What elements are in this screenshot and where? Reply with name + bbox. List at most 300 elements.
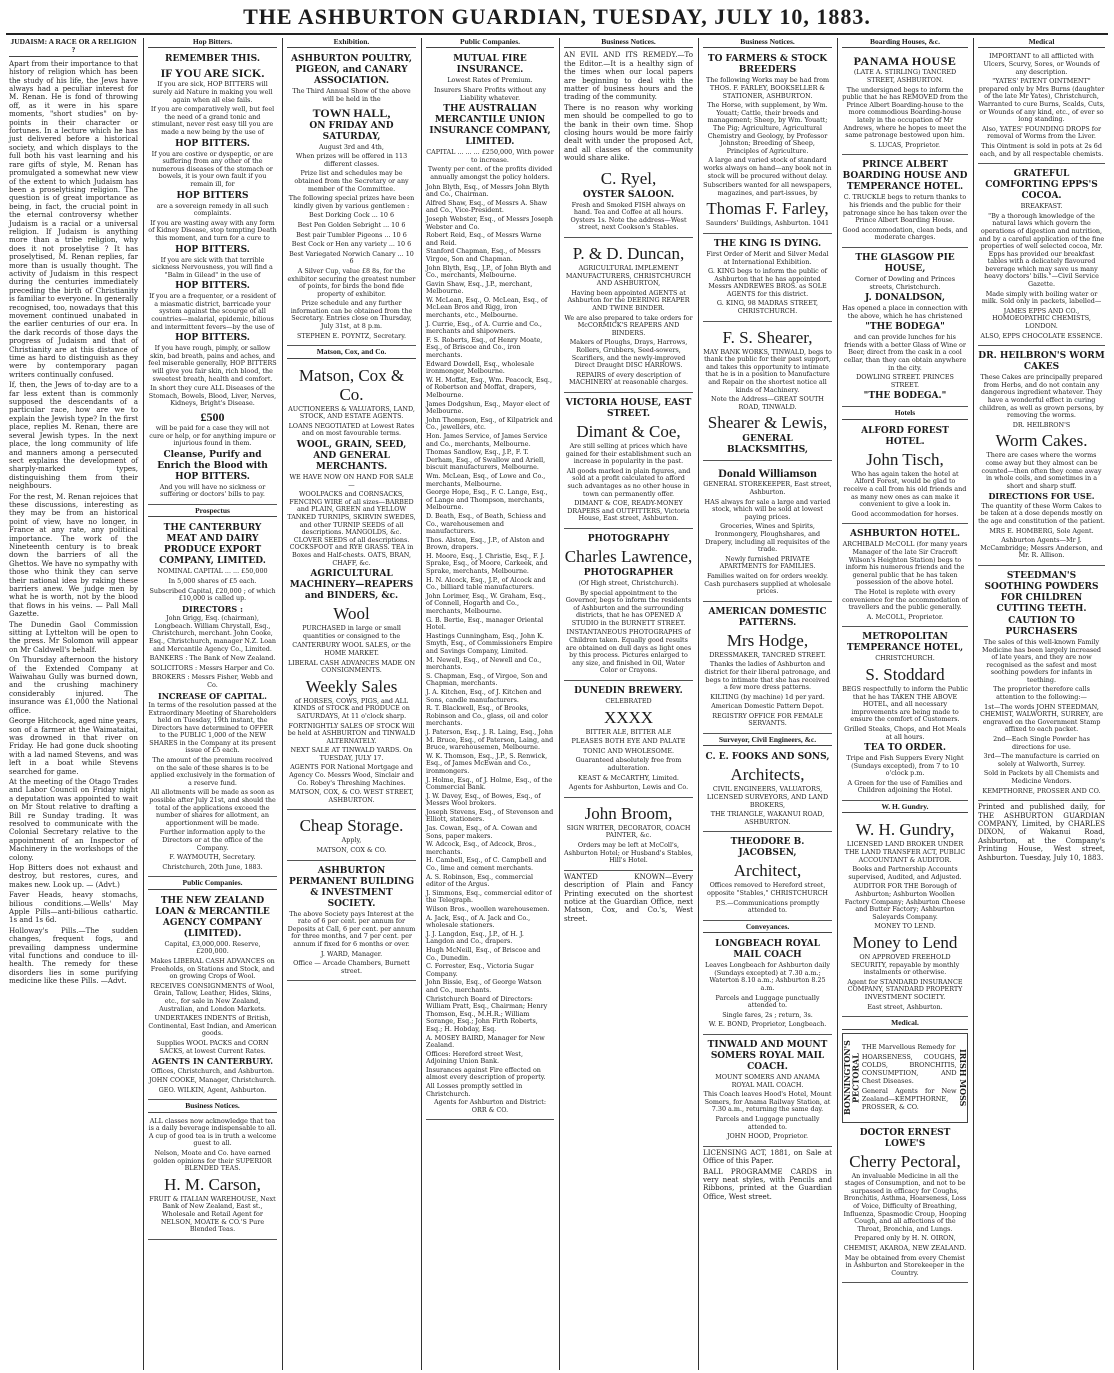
ad-line: THE TRIANGLE, WAKANUI ROAD, ASHBURTON. bbox=[710, 810, 825, 826]
news-item: George Hitchcock, aged nine years, son of a farmer at the Waimataitai, was drowned in that river on Friday. He had gone duck shooting with a lad named Stevens, and was left in a boat while Stevens searched for game. bbox=[9, 716, 138, 776]
ad-line: Lowest Rates of Premium. bbox=[447, 76, 533, 85]
wanted-known-notice: WANTED KNOWN—Every description of Plain and Fancy Printing executed on the shortest notice at the Guardian Office, next Matson, Cox, and Co.'s, West street. bbox=[564, 871, 693, 923]
ad-line: Subscribed Capital, £20,000 ; of which £10,000 is called up. bbox=[149, 586, 276, 603]
duncan-implement-ad bbox=[564, 240, 693, 393]
ad-line: Agents for Ashburton, Lewis and Co. bbox=[568, 783, 689, 792]
ad-line: A. McCOLL, Proprietor. bbox=[866, 612, 944, 621]
ad-title: TO FARMERS & STOCK BREEDERS bbox=[707, 54, 828, 76]
ad-line: This Ointment is sold in pots at 2s 6d each, and by all respectable chemists. bbox=[979, 141, 1104, 158]
poultry-show-ad bbox=[287, 51, 416, 346]
director-entry: John Bissie, Esq., of George Watson and Co., merchants. bbox=[426, 978, 542, 994]
director-entry: Offices: Hereford street West, Adjoining Union Bank. bbox=[426, 1049, 524, 1066]
ad-line: Parcels and Luggage punctually attended to. bbox=[715, 993, 820, 1010]
ad-line: BEGS respectfully to inform the Public that he has TAKEN THE ABOVE HOTEL, and all necessary improvements are being made to ensure the comfort of Customers. bbox=[842, 684, 968, 724]
page-columns bbox=[6, 38, 1108, 1370]
ad-emphasis: AGRICULTURAL MACHINERY—REAPERS and BINDERS, &c. bbox=[289, 569, 414, 602]
section-header: Prospectus bbox=[148, 507, 277, 517]
ad-line: GENERAL STOREKEEPER, East street, Ashburton. bbox=[703, 480, 832, 496]
section-header: Boarding Houses, &c. bbox=[842, 38, 968, 48]
ad-name: Wool bbox=[333, 604, 370, 624]
hop-bitters-ad bbox=[148, 51, 277, 505]
section-header: Hop Bitters. bbox=[148, 38, 277, 48]
ad-line: The following Works may be had from THOS. F. FARLEY, BOOKSELLER & STATIONER, ASHBURTON. bbox=[705, 76, 830, 100]
ad-name: S. Stoddard bbox=[865, 664, 945, 684]
ad-line: AUDITOR FOR THE Borough of Ashburton; Ashburton Woollen Factory Company; Ashburton Cheese and Butter Factory; Ashburton Saleyards Company. bbox=[844, 882, 966, 921]
ad-line: SIGN WRITER, DECORATOR, COACH PAINTER, &c. bbox=[566, 823, 691, 840]
ad-emphasis: Cleanse, Purify and Enrich the Blood with HOP BITTERS. bbox=[157, 449, 268, 482]
ad-line: F. WAYMOUTH, Secretary. bbox=[169, 853, 256, 862]
column-business-b bbox=[700, 38, 835, 1370]
ad-line: Families waited on for orders weekly. Cash purchasers supplied at wholesale prices. bbox=[704, 571, 831, 596]
ad-line: The Hotel is replete with every convenience for the accommodation of travellers and the public generally. bbox=[842, 587, 968, 612]
ad-line: First Order of Merit and Silver Medal at International Exhibition. bbox=[706, 249, 829, 266]
ad-line: DRESSMAKER, TANCRED STREET. bbox=[709, 650, 826, 659]
ad-line: UNDERTAKES INDENTS of British, Continental, East Indian, and American goods. bbox=[148, 1014, 277, 1038]
mount-somers-coach-ad bbox=[703, 1037, 832, 1147]
ad-line: A large and varied stock of standard works always on hand—any book not in stock will be procured without delay. bbox=[703, 156, 832, 180]
ad-line: Are still selling at prices which have gained for their establishment such an increase in popularity in the past. bbox=[565, 441, 692, 466]
ad-line: Apply, bbox=[341, 836, 362, 845]
ad-line: Corner of Dowling and Princes streets, Christchurch. bbox=[855, 274, 955, 291]
metropolitan-hotel-ad bbox=[842, 629, 968, 801]
ad-body bbox=[862, 1034, 957, 1122]
mutual-fire-ad bbox=[426, 51, 554, 1120]
column-medical bbox=[975, 38, 1108, 1370]
ad-title: VICTORIA HOUSE, EAST STREET. bbox=[565, 397, 692, 419]
director-entry: Edward Dowdell, Esq., wholesale ironmonger, Melbourne. bbox=[426, 359, 534, 376]
ad-line: Subscribers wanted for all newspapers, magazines, and part-issues, by bbox=[703, 181, 832, 197]
director-entry: George Hope, Esq., F. C. Lange, Esq., of Lange and Thompson, merchants, Melbourne. bbox=[426, 488, 548, 512]
nz-loan-ad bbox=[148, 893, 277, 1101]
director-entry: H. Cambell, Esq., of C. Campbell and Co., lime and cement merchants. bbox=[426, 856, 547, 873]
ad-line: If you are sick with that terrible sickness Nervousness, you will find a "Balm in Gilead" in the use of bbox=[152, 255, 273, 279]
ad-line: If you are wasting away with any form of Kidney Disease, stop tempting Death this moment, and turn for a cure to bbox=[148, 218, 277, 242]
director-entry: Robert Reid, Esq., of Messrs Warne and Reid. bbox=[426, 231, 542, 247]
section-header: Conveyances. bbox=[703, 923, 832, 933]
ad-line: This Coach leaves Hood's Hotel, Mount Somers, for Anama Railway Station, at 7.30 a.m., returning the same day. bbox=[703, 1090, 832, 1114]
ad-line: The sales of this well-known Family Medicine has been largely increased of late years, and they are now recognised as the safest and most soothing powders for infants in teething. bbox=[981, 637, 1102, 684]
news-item: At the meeting of the Otago Trades and Labor Council on Friday night a deputation was appointed to wait on Mr Stout relative to drafting a Bill re Sunday trading. It was resolved to communicate with the Colonial Secretary relative to the appointment of an Inspector of Machinery in the workshops of the colony. bbox=[9, 776, 138, 862]
ad-line: The Horse, with supplement, by Wm. Youatt; Cattle, their breeds and management; Sheep, by Wm. Youatt; The Pig; Agriculture, Agricultural Chemistry and Geology, by Professor Johnston; Breeding of Sheep, Principles of Agriculture. bbox=[707, 101, 828, 155]
section-header: Matson, Cox, and Co. bbox=[287, 348, 416, 358]
column-rule bbox=[559, 38, 560, 1370]
ad-line: P.S.—Communications promptly attended to. bbox=[715, 898, 820, 915]
ad-name: John Broom, bbox=[584, 803, 673, 823]
building-society-ad bbox=[287, 863, 416, 982]
brewery-ad bbox=[564, 683, 693, 798]
victoria-house-ad bbox=[564, 395, 693, 529]
director-entry: A. Jack, Esq., of A. Jack and Co., wholesale stationers. bbox=[426, 913, 531, 930]
ad-line: MRS E. HOMBERG, Sole Agent. bbox=[989, 526, 1094, 535]
ad-line: CAPITAL ... ... ... £250,000, With power to increase. bbox=[426, 148, 554, 164]
ad-line: John Grigg, Esq. (chairman), Longbeach. William Chrystall, Esq., Christchurch, merchant. John Cooke, Esq., Christchurch, manager N.Z. Loan and Mercantile Agency Co., Limited. bbox=[148, 614, 277, 653]
column-rule bbox=[421, 38, 422, 1370]
ad-line: American Domestic Pattern Depot. bbox=[711, 702, 824, 711]
article-paragraph: If, then, the Jews of to-day are to a far less extent than is commonly supposed the descendants of a particular race, how are we to explain the Jewish type? In the first place, replies M. Renan, there are several Jewish types. In the next place, the long community of life and manners among a persecuted sect explains the development of sharply-marked types, distinguishing them from their neighbours. bbox=[9, 380, 138, 491]
ad-name: Donald Williamson bbox=[718, 466, 817, 481]
ad-line: CELEBRATED bbox=[605, 697, 652, 706]
ad-line: Newly furnished PRIVATE APARTMENTS for FAMILIES. bbox=[719, 554, 816, 571]
king-ad bbox=[703, 236, 832, 322]
director-entry: John Thompson, Esq., of Kilpatrick and Co., jewellers, etc. bbox=[426, 415, 553, 432]
ad-title: REMEMBER THIS. bbox=[165, 54, 260, 65]
ad-line: East street, Ashburton. bbox=[867, 1002, 943, 1011]
ad-line: AUCTIONEERS & VALUATORS, LAND, STOCK, AND ESTATE AGENTS. bbox=[288, 404, 415, 421]
ad-line: Insurers Share Profits without any Liability whatever. bbox=[433, 86, 547, 102]
ad-line: 3rd—The manufacture is carried on solely at Walworth, Surrey. bbox=[983, 752, 1100, 768]
ad-line: WE HAVE NOW ON HAND FOR SALE— bbox=[289, 473, 414, 489]
ad-line: HOARSENESS, COUGHS, COLDS, BRONCHITIS, CONSUMPTION, AND Chest Diseases. bbox=[861, 1052, 957, 1085]
ad-line: Further information apply to the Directors or at the office of the Company. bbox=[159, 828, 266, 852]
ad-line: JOHN HOOD, Proprietor. bbox=[727, 1132, 808, 1141]
ad-emphasis: GENERAL BLACKSMITHS, bbox=[726, 434, 809, 456]
alford-forest-hotel-ad bbox=[842, 423, 968, 525]
ad-line: will be paid for a case they will not cure or help, or for anything impure or injurious found in them. bbox=[149, 424, 276, 448]
ad-line: Agents for Ashburton and District: ORR & CO. bbox=[433, 1098, 547, 1114]
jacobsen-ad bbox=[703, 834, 832, 920]
ad-line: WOOLPACKS and CORNSACKS, FENCING WIRE of all sizes—BARBED and PLAIN, GREEN and YELLOW TANKED TURNIPS, SKIRVIN SWEDES, and other TURNIP SEEDS of all descriptions. MANGOLDS, &c. CLOVER SEEDS of all descriptions. COCKSFOOT and RYE GRASS. TEA in Boxes and Half-chests. OATS, BRAN, CHAFF, &c. bbox=[287, 490, 416, 567]
column-rule bbox=[698, 38, 699, 1370]
ad-line: An invaluable Medicine in all the stages of Consumption, and not to be surpassed in efficacy for Coughs, Bronchitis, Asthma, Hoarseness, Loss of Voice, Difficulty of Breathing, Influenza, Spasmodic Croup, Hooping Cough, and all affections of the Throat, Bronchia, and Lungs. bbox=[843, 1171, 967, 1233]
ad-line: In terms of the resolution passed at the Extraordinary Meeting of Shareholders held on Tuesday, 19th instant, the Directors have determined to OFFER to the PUBLIC 1,000 of the NEW SHARES in the Company at its present issue of £5 each. bbox=[148, 700, 277, 755]
ad-name: Charles Lawrence, bbox=[564, 546, 693, 566]
section-header: Business Notices. bbox=[703, 38, 832, 48]
ad-line: A Silver Cup, value £8 8s, for the exhibitor securing the greatest number of points, for birds the bond fide property of exhibitor. bbox=[287, 266, 416, 298]
ad-line: BROKERS : Messrs Fisher, Webb and Co. bbox=[152, 673, 273, 689]
ball-cards-notice: BALL PROGRAMME CARDS in very neat styles, with Pencils and Ribbons, printed at the Guardian Office, West street. bbox=[703, 1166, 832, 1201]
licensing-notice: LICENSING ACT, 1881, on Sale at Office of this Paper. bbox=[703, 1147, 832, 1166]
director-entry: James Dodgshun, Esq., Mayor elect of Melbourne. bbox=[426, 399, 550, 416]
ad-line: Capital, £3,000,000. Reserve, £200,000. bbox=[164, 939, 261, 956]
ad-name: John Tisch, bbox=[866, 449, 944, 469]
ad-line: LOANS NEGOTIATED at Lowest Rates and on most favourable terms. bbox=[288, 421, 415, 438]
ad-line: ON APPROVED FREEHOLD SECURITY, repayable by monthly instalments or otherwise. bbox=[850, 953, 960, 977]
masthead: THE ASHBURTON GUARDIAN, TUESDAY, JULY 10, 1883. bbox=[243, 4, 871, 29]
ad-line: PLEASES BOTH EYE AND PALATE bbox=[571, 737, 686, 746]
steedman-powders-ad bbox=[978, 568, 1105, 801]
ad-line: When prizes will be offered in 113 different classes. bbox=[295, 152, 408, 168]
longbeach-coach-ad bbox=[703, 936, 832, 1035]
ad-line: THE Marvellous Remedy for bbox=[861, 1042, 956, 1051]
ad-line: A Green for the use of Families and Children adjoining the Hotel. bbox=[847, 778, 963, 795]
director-entry: W. McLean, Esq., O. McLean, Esq., of McLean Bros and Rigg, iron merchants, etc., Melbourne. bbox=[426, 295, 548, 320]
ad-title: THE CANTERBURY MEAT AND DAIRY PRODUCE EXPORT COMPANY, LIMITED. bbox=[159, 523, 266, 567]
ad-line: All goods marked in plain figures, and sold at a profit calculated to afford such advantages as no other house in town can permanently offer. bbox=[566, 466, 691, 498]
director-entry: Hugh McNeill, Esq., of Briscoe and Co., Dunedin. bbox=[426, 945, 541, 962]
ad-line: LIBERAL CASH ADVANCES MADE ON CONSIGNMENTS. bbox=[287, 658, 416, 675]
section-header: Medical bbox=[978, 38, 1105, 48]
director-entry: Wm. McLean, Esq., of Lowe and Co., merchants, Melbourne. bbox=[426, 471, 546, 488]
ad-line: In short they cure ALL Diseases of the Stomach, Bowels, Blood, Liver, Nerves, Kidneys, Bright's Disease. bbox=[148, 384, 277, 408]
ad-emphasis: CAUTION TO PURCHASERS bbox=[1005, 615, 1078, 637]
prize-line: Best Pen Golden Sebright ... 10 6 bbox=[297, 220, 406, 229]
ad-title: ALFORD FOREST HOTEL. bbox=[861, 425, 949, 447]
ad-emphasis: HOP BITTERS. bbox=[175, 138, 250, 149]
director-entry: J. Simmons, Esq., commercial editor of the Telegraph. bbox=[426, 888, 552, 905]
column-judaism bbox=[6, 38, 141, 1370]
ad-line: CHEMIST, AKAROA, NEW ZEALAND. bbox=[843, 1243, 967, 1252]
ad-subtitle: IF YOU ARE SICK. bbox=[160, 66, 265, 81]
ad-line: The Third Annual Show of the above will be held in the bbox=[292, 87, 411, 103]
ad-emphasis: ON FRIDAY AND SATURDAY, bbox=[309, 120, 394, 142]
director-entry: Insurances against Fire effected on almost every description of property. bbox=[426, 1065, 546, 1082]
ad-line: The proprietor therefore calls attention to the following:— bbox=[993, 685, 1090, 702]
ad-line: The amount of the premium received on the sale of these shares is to be applied exclusively in the formation of a reserve fund. bbox=[150, 756, 275, 787]
letter-paragraph: AN EVIL AND ITS REMEDY.—To the Editor.—It is a healthy sign of the times when our local papers are beginning to deal with the matter of business hours and the trading of the community. bbox=[564, 50, 693, 102]
ad-title: THE KING IS DYING. bbox=[713, 238, 822, 249]
ad-line: May be obtained from every Chemist in Ashburton and Storekeeper in the Country. bbox=[844, 1253, 966, 1277]
glasgow-pie-house-ad bbox=[842, 250, 968, 408]
ad-line: of HORSES, COWS, PIGS, and ALL KINDS of STOCK and PRODUCE on SATURDAYS, At 11 o'clock sharp. bbox=[293, 696, 410, 720]
ad-title: TINWALD AND MOUNT SOMERS ROYAL MAIL COACH. bbox=[707, 1039, 828, 1072]
section-header: Hotels bbox=[842, 409, 968, 419]
cherry-pectoral-ad bbox=[842, 1125, 968, 1284]
ad-name: Matson, Cox & Co. bbox=[298, 365, 405, 404]
cheap-storage-ad bbox=[287, 812, 416, 860]
ad-line: Good accommodation for horses. bbox=[851, 509, 959, 518]
ad-line: DOWLING STREET. PRINCES STREET. bbox=[856, 373, 954, 389]
prize-line: Best Cock or Hen any variety ... 10 6 bbox=[291, 240, 412, 249]
ad-line: Ashburton Agents—Mr J. McCambridge; Messrs Anderson, and Mr. R. Allison. bbox=[980, 536, 1103, 560]
column-insurance bbox=[423, 38, 557, 1370]
printer-imprint: Printed and published daily, for THE ASHBURTON GUARDIAN COMPANY, Limited, by CHARLES DIXON, of Wakanui Road, Ashburton, at the Company's Printing House, West street, Ashburton. Tuesday, July 10, 1883. bbox=[978, 802, 1105, 862]
shearer-ad bbox=[703, 324, 832, 462]
director-entry: D. Beath, Esq., of Beath, Schiess and Co., warehousemen and manufacturers. bbox=[426, 511, 546, 536]
ad-line: Groceries, Wines and Spirits, Ironmongery, Ploughshares, and Drapery, including all requisites of the trade. bbox=[705, 522, 830, 554]
column-hop-bitters bbox=[145, 38, 280, 1370]
director-entry: Wilson Bros., woollen warehousemen. bbox=[426, 905, 550, 913]
director-entry: Hastings Cunningham, Esq., John K. Smyth, Esq., of Commissioners Empire and Savings Company, Limited. bbox=[426, 631, 553, 655]
ad-name: Thomas F. Farley, bbox=[706, 199, 829, 219]
ad-heading: DIRECTORS : bbox=[182, 603, 243, 614]
ad-line: ALSO, EPPS CHOCOLATE ESSENCE. bbox=[980, 331, 1103, 340]
ad-heading: INCREASE OF CAPITAL. bbox=[158, 690, 267, 701]
director-entry: W. Adcock, Esq., of Adcock, Bros., merchants. bbox=[426, 840, 537, 856]
panama-house-ad bbox=[842, 51, 968, 155]
ad-line: "YATES' PATENT OINTMENT" prepared only by Mrs Burns (daughter of the late Mr Yates), Christchurch, Warranted to cure Burns, Scalds, Cuts, or Wounds of any kind, etc., of ever so long standing. bbox=[978, 77, 1105, 124]
ad-title: C. E. FOOKS AND SONS, bbox=[705, 752, 830, 763]
section-header: W. H. Gundry. bbox=[842, 803, 968, 813]
ad-line: Leaves Longbeach for Ashburton daily (Sundays excepted) at 7.30 a.m.; Waterton 8.10 a.m.; Ashburton 8.25 a.m. bbox=[705, 961, 830, 992]
director-entry: All Losses promptly settled in Christchurch. bbox=[426, 1082, 523, 1098]
ad-line: KILTING (by machine) 1d per yard. bbox=[710, 692, 825, 701]
ad-line: BREAKFAST. bbox=[1020, 202, 1063, 211]
director-entry: J. J. Langdon, Esq., J.P., of H. J. Langdon and Co., drapers. bbox=[426, 929, 524, 946]
ad-name: W. H. Gundry, bbox=[855, 820, 955, 840]
ad-title: AMERICAN DOMESTIC PATTERNS. bbox=[708, 606, 827, 628]
ad-vertical-text: BONNINGTON'S PECTORAL bbox=[842, 1040, 861, 1115]
director-entry: Christchurch Board of Directors: William Pratt, Esq., Chairman; Henry Thomson, Esq., M.H.R.; William Sorange, Esq.; John Firth Roberts, Esq.; H. Hobday, Esq. bbox=[426, 994, 548, 1033]
ad-line: Prize schedule and any further information can be obtained from the Secretary. Entries close on Thursday, July 31st, at 8 p.m. bbox=[290, 299, 413, 331]
ad-line: The quantity of these Worm Cakes to be taken at a dose depends mostly on the age and constitution of the patient. bbox=[978, 501, 1105, 525]
director-entry: Joseph Webster, Esq., of Messrs Joseph Webster and Co. bbox=[426, 214, 553, 231]
section-header: Business Notices. bbox=[564, 38, 693, 48]
ad-name: Money to Lend bbox=[852, 933, 958, 952]
ad-line: "By a thorough knowledge of the natural laws which govern the operations of digestion and nutrition, and by a careful application of the fine properties of well selected cocoa, Mr. Epps has provided our breakfast tables with a delicately flavoured beverage which may save us many heavy doctors' bills."—Civil Service Gazette. bbox=[978, 211, 1105, 289]
ad-line: If you are a frequenter, or a resident of a miasmatic district, barricade your system against the scourge of all countries—malarial, epidemic, bilious and intermittent fevers—by the use of bbox=[149, 292, 276, 331]
ad-line: Makers of Ploughs, Drays, Harrows, Rollers, Grubbers, Seed-sowers, Scarifiers, and the newly-improved Direct Draught DISC HARROWS. bbox=[569, 338, 688, 370]
ad-line: Grilled Steaks, Chops, and Hot Meals at all hours. bbox=[844, 724, 966, 741]
section-header: Surveyor, Civil Engineers, &c. bbox=[703, 736, 832, 746]
ad-name: P. & D. Duncan, bbox=[572, 244, 685, 264]
ad-line: SOLICITORS : Messrs Harper and Co. bbox=[150, 663, 275, 672]
ad-line: Thanks the ladies of Ashburton and district for their liberal patronage, and begs to intimate that she has received a few more dress patterns. bbox=[704, 660, 831, 692]
irish-moss-ad bbox=[842, 1033, 968, 1123]
director-entry: W. K. Thomson, Esq., J.P., S. Renwick, Esq., of James McEwan and Co., ironmongers. bbox=[426, 751, 548, 775]
ad-title: THEODORE B. JACOBSEN, bbox=[730, 837, 805, 859]
ad-emphasis: TOWN HALL, bbox=[312, 105, 391, 120]
ad-line: FORTNIGHTLY SALES OF STOCK Will be held at ASHBURTON and TINWALD ALTERNATELY. bbox=[287, 721, 416, 745]
ad-line: Sold in Packets by all Chemists and Medicine Vendors. bbox=[983, 769, 1100, 785]
ad-line: Single fares, 2s ; return, 3s. bbox=[722, 1010, 813, 1019]
ad-line: These Cakes are principally prepared from Herbs, and do not contain any dangerous ingredient whatever. They have a wonderful effect in curing children, as well as grown persons, by removing the worms. bbox=[979, 373, 1104, 420]
ad-line: Nelson, Moate and Co. have earned golden opinions for their SUPERIOR BLENDED TEAS. bbox=[153, 1149, 272, 1173]
masthead-rule bbox=[6, 33, 1108, 35]
ad-line: CANTERBURY WOOL SALES, or the HOME MARKET. bbox=[292, 641, 411, 657]
epps-cocoa-ad bbox=[978, 166, 1105, 346]
ad-title: THE GLASGOW PIE HOUSE, bbox=[855, 252, 955, 274]
director-entry: Thos. Alston, Esq., J.P., of Alston and Brown, drapers. bbox=[426, 535, 545, 552]
ad-line: (Of High street, Christchurch). bbox=[578, 578, 679, 587]
ad-line: STEPHEN E. POYNTZ, Secretary. bbox=[297, 331, 406, 340]
gundry-ad bbox=[842, 816, 968, 1017]
ad-line: By special appointment to the Governor, begs to inform the residents of Ashburton and the surrounding districts, that he has OPENED A STUDIO in the BURNETT STREET. bbox=[565, 588, 692, 627]
ad-line: Agent for STANDARD INSURANCE COMPANY, STANDARD PROPERTY INVESTMENT SOCIETY. bbox=[847, 977, 963, 1001]
column-exhibition bbox=[284, 38, 419, 1370]
ad-line: (LATE A. STIRLING) TANCRED STREET, ASHBURTON. bbox=[853, 68, 957, 84]
prize-line: Best Dorking Cock ... 10 6 bbox=[308, 211, 395, 220]
ad-line: If you are costive or dyspeptic, or are suffering from any other of the numerous diseases of the stomach or bowels, it is your own fault if you remain ill, for bbox=[151, 149, 274, 188]
ad-line: Made simply with boiling water or milk. Sold only in packets, labelled— bbox=[981, 289, 1102, 306]
ad-line: KEAST & McCARTHY, Limited. bbox=[578, 773, 679, 782]
ad-emphasis: J. DONALDSON, bbox=[865, 293, 945, 304]
director-entry: S. Chapman, Esq., of Virgoe, Son and Chapman, merchants. bbox=[426, 671, 548, 688]
ad-name: Architects, bbox=[730, 765, 805, 785]
ad-title: PHOTOGRAPHY bbox=[587, 533, 670, 544]
ad-line: General Agents for New Zealand—KEMPTHORNE, PROSSER, & CO. bbox=[861, 1086, 957, 1111]
director-entry: Thomas Sandlow, Esq., J.P., F. T. Derham, Esq., of Swallow and Ariell, biscuit manufacturers, Melbourne. bbox=[426, 448, 546, 472]
ad-line: And you will have no sickness or suffering or doctors' bills to pay. bbox=[159, 482, 266, 499]
ad-line: DIMANT & COE, READY-MONEY DRAPERS and OUTFITTERS, Victoria House, East street, Ashburton. bbox=[567, 499, 690, 523]
director-entry: Jas. Cowan, Esq., of A. Cowan and Sons, paper makers. bbox=[426, 824, 538, 840]
ad-line: If you have rough, pimply, or sallow skin, bad breath, pains and aches, and feel miserable generally, HOP BITTERS will give you fair skin, rich blood, the sweetest breath, health and comfort. bbox=[148, 344, 277, 383]
ad-line: MAY BANK WORKS, TINWALD, begs to thank the public for their past support, and takes this opportunity to intimate that he is in a position to Manufacture and Repair on the shortest notice all kinds of Machinery. bbox=[703, 347, 832, 394]
director-entry: J. W. Davey, Esq., of Bowes, Esq., of Messrs Wool brokers. bbox=[426, 791, 541, 808]
hodge-ad bbox=[703, 604, 832, 734]
ad-emphasis: HOP BITTERS. bbox=[175, 281, 250, 292]
news-item: Hop Bitters does not exhaust and destroy, but restores, cures, and makes new. Look up. — (Advt.) bbox=[9, 863, 138, 889]
column-rule bbox=[837, 38, 838, 1370]
ad-emphasis: HOP BITTERS. bbox=[175, 333, 250, 344]
ad-line: Christchurch, 20th June, 1883. bbox=[162, 862, 263, 871]
director-entry: F. S. Roberts, Esq., of Henry Moate, Esq., of Briscoe and Co., iron merchants. bbox=[426, 335, 543, 360]
ad-line: The following special prizes have been kindly given by various gentlemen : bbox=[288, 194, 415, 210]
director-entry: Alfred Shaw, Esq., of Messrs A. Shaw and Co., Vice-President. bbox=[426, 198, 548, 215]
ad-line: Books and Partnership Accounts supervised, Audited, and Adjusted. bbox=[848, 865, 962, 881]
ad-emphasis: OYSTER SALOON. bbox=[582, 189, 675, 200]
director-entry: Stanford Chapman, Esq., of Messrs Virgoe, Son and Chapman. bbox=[426, 247, 541, 263]
yates-ointment-ad bbox=[978, 51, 1105, 164]
ad-title: ASHBURTON POULTRY, PIGEON, and CANARY ASSOCIATION. bbox=[290, 54, 412, 87]
ad-reward: £500 bbox=[200, 410, 225, 424]
director-entry: John Blyth, Esq., of Messrs John Blyth and Co., Chairman. bbox=[426, 182, 550, 199]
section-header: Public Companies. bbox=[426, 38, 554, 48]
ad-name: Mrs Hodge, bbox=[726, 630, 809, 650]
director-entry: A. MOSEY BAIRD, Manager for New Zealand. bbox=[426, 1033, 545, 1050]
letter-paragraph: There is no reason why working men should be compelled to go to the bank in their own time. Shop closing hours would be more fairly dealt with under the proposed Act, and all classes of the community would share alike. bbox=[564, 102, 693, 163]
ad-line: Orders may be left at McColl's, Ashburton Hotel; or Husband's Stables, Hill's Hotel. bbox=[564, 840, 693, 865]
ad-vertical-text: IRISH MOSS bbox=[958, 1048, 968, 1107]
column-boarding bbox=[839, 38, 971, 1370]
ad-title: STEEDMAN'S SOOTHING POWDERS FOR CHILDREN CUTTING TEETH. bbox=[984, 570, 1099, 614]
ad-name: H. M. Carson, bbox=[164, 1174, 261, 1194]
ad-line: Prepared only by H. N. OIRON, bbox=[854, 1234, 956, 1243]
ad-line: W. E. BOND, Proprietor, Longbeach. bbox=[708, 1020, 827, 1029]
director-entry: A. S. Robinson, Esq., commercial editor of the Argus. bbox=[426, 872, 534, 889]
ad-emphasis: HOP BITTERS. bbox=[175, 244, 250, 255]
ad-title: DR. HEILBRON'S WORM CAKES bbox=[978, 351, 1105, 373]
ad-line: Office — Arcade Chambers, Burnett street. bbox=[293, 959, 410, 975]
ad-line: MONEY TO LEND. bbox=[874, 922, 936, 931]
ad-line: If you are sick, HOP BITTERS will surely aid Nature in making you well again when all else fails. bbox=[152, 80, 273, 104]
section-header: Business Notices. bbox=[148, 1102, 277, 1112]
director-entry: J. Currie, Esq., of A. Currie and Co., merchants and shipowners. bbox=[426, 319, 542, 336]
ad-name: XXXX bbox=[603, 707, 654, 727]
ad-line: The above Society pays Interest at the rate of 6 per cent. per annum for Deposits at Call, 6 per cent. per annum for three months, and 7 per cent. per annum if fixed for 6 months or over. bbox=[287, 909, 416, 948]
ad-heading: DIRECTIONS FOR USE. bbox=[988, 491, 1095, 502]
director-entry: Hon. James Service, of James Service and Co., merchants, Melbourne. bbox=[426, 431, 548, 448]
ad-line: Makes LIBERAL CASH ADVANCES on Freeholds, on Stations and Stock, and on growing Crops of Wool. bbox=[150, 956, 275, 981]
ad-line: IMPORTANT to all afflicted with Ulcers, Scurvy, Sores, or Wounds of any description. bbox=[983, 52, 1100, 76]
ad-title: LONGBEACH ROYAL MAIL COACH bbox=[715, 939, 820, 961]
director-entry: J. Holme, Esq., of J. Holme, Esq., of the Commercial Bank. bbox=[426, 775, 553, 792]
ad-name: C. Ryel, bbox=[600, 168, 657, 188]
ad-line: JAMES EPPS AND CO., HOMOEOPATHIC CHEMISTS, LONDON. bbox=[992, 306, 1091, 331]
ad-title: DUNEDIN BREWERY. bbox=[574, 686, 683, 697]
ad-line: NOMINAL CAPITAL ... ... £50,000 bbox=[157, 567, 268, 576]
prize-line: Best Variegated Norwich Canary ... 10 6 bbox=[289, 249, 414, 266]
ad-emphasis: "THE BODEGA" bbox=[865, 322, 945, 333]
ad-name: Cherry Pectoral, bbox=[849, 1151, 961, 1171]
ad-line: Fresh and Smoked FISH always on hand. Tea and Coffee at all hours. Oysters 1s. Note the address—West street, next Cookson's Stables. bbox=[570, 200, 687, 232]
director-entry: Joseph Stevens, Esq., of Stevenson and Elliott, stationers. bbox=[426, 807, 554, 824]
ad-line: INSTANTANEOUS PHOTOGRAPHS of Children taken. Equally good results are obtained on dull days as light ones by this process. Pictures enlarged to any size, and finished in Oil, Water Color or Crayons. bbox=[565, 628, 692, 675]
article-paragraph: Apart from their importance to that history of religion which has been the study of his life, the Jews have always had a peculiar interest for M. Renan. He is fond of throwing off, as it were in his spare moments, "short studies" on by-points in their character or fortunes. In a lecture which he has just delivered before a historical society, and which displays to the full both his vast learning and his rare gifts of style, M. Renan has promulgated a somewhat new view of the extent to which Judaism has been a proselytising religion. The question is of great importance as being, in fact, the crucial point in the eternal controversy whether Judaism is a racial or a universal religion. If Judaism is anything more than a tribe religion, why does it not proselytise ? It has proselytised, M. Renan replies, far more than is usually thought. The activity of Judaism in this respect during the centuries immediately preceding the birth of Christianity is familiar to everyone. In generally recognised, too, nowadays that this movement continued unabated in the earlier centuries of our era. In the dark records of those days the progress of Judaism and that of Christianity are at this distance of time as hard to distinguish as they were by contemporary pagan writers continually confused. bbox=[9, 58, 138, 379]
ad-line: G. KING, 98 MADRAS STREET, CHRISTCHURCH. bbox=[716, 299, 819, 316]
article-paragraph: For the rest, M. Renan rejoices that these discussions, interesting as they may be from an historical point of view, have no longer, in France at any rate, any political importance. The work of the Nineteenth century is to break down the barriers of all the Ghettos. We have no sympathy with those who think they can serve their national idea by raking these barriers anew. We judge men by what he is worth, not by the blood that flows in his veins. — Pall Mall Gazette. bbox=[9, 491, 138, 619]
ad-line: PURCHASED in large or small quantities or consigned to the bbox=[302, 624, 401, 640]
ad-line: C. TRUCKLE begs to return thanks to his friends and the public for their patronage since he has taken over the Prince Albert Boarding House. bbox=[842, 193, 968, 225]
ad-line: are a sovereign remedy in all such complaints. bbox=[156, 201, 269, 218]
section-header: Medical. bbox=[842, 1019, 968, 1029]
director-entry: R. T. Blackwell, Esq., of Brooks, Robinson and Co., glass, oil and color merchants. bbox=[426, 704, 548, 728]
farley-bookseller-ad bbox=[703, 51, 832, 234]
prince-albert-ad bbox=[842, 157, 968, 248]
prize-line: Best pair Tumbler Pigeons ... 10 6 bbox=[296, 230, 407, 239]
column-rule bbox=[282, 38, 283, 1370]
matson-cox-ad bbox=[287, 362, 416, 811]
director-entry: John Blyth, Esq., J.P., of John Blyth and Co., merchants, Melbourne. bbox=[426, 263, 552, 280]
ad-line: Twenty per cent. of the profits divided annually amongst the policy holders. bbox=[427, 165, 553, 181]
ad-title: ASHBURTON HOTEL. bbox=[849, 529, 961, 540]
ad-line: BITTER ALE, BITTER ALE bbox=[585, 727, 672, 736]
column-rule bbox=[143, 38, 144, 1370]
ad-line: Parcels and Luggage punctually attended to. bbox=[715, 1114, 820, 1131]
ad-line: S. LUCAS, Proprietor. bbox=[869, 140, 941, 149]
ad-line: REPAIRS of every description of MACHINERY at reasonable charges. bbox=[568, 370, 689, 387]
ad-line: There are cases where the worms come away but they almost can be counted—then often they come away in whole coils, and sometimes in a short and sharp stuff. bbox=[981, 451, 1102, 490]
ad-line: Good accommodation, clean beds, and moderate charges. bbox=[842, 225, 968, 242]
